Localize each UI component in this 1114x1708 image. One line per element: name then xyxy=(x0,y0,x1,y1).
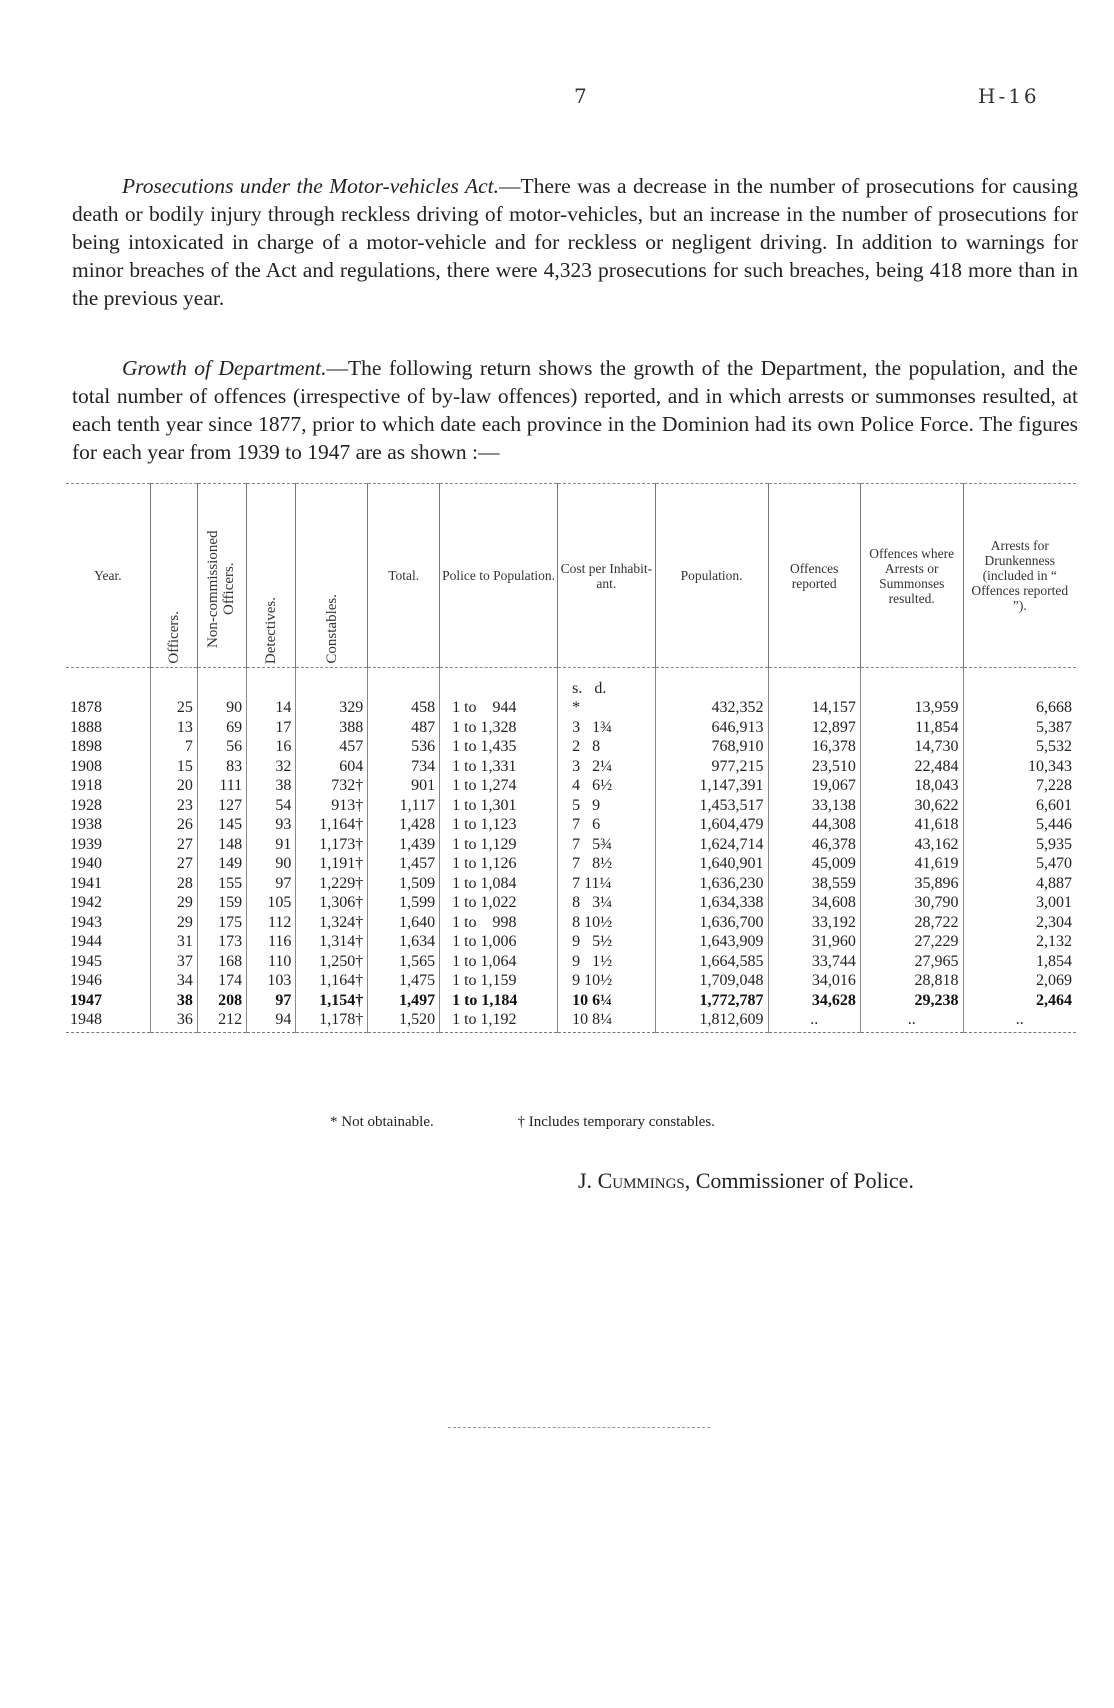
cell-offences: 23,510 xyxy=(768,757,860,777)
cell-nco: 83 xyxy=(197,757,246,777)
cell-constables: 1,178† xyxy=(296,1010,368,1032)
cell-cost: 7 8½ xyxy=(558,854,656,874)
cost-units-label: s. d. xyxy=(558,668,656,699)
cell-offences: 33,192 xyxy=(768,913,860,933)
table-row xyxy=(66,796,1076,816)
cell-detectives: 90 xyxy=(247,854,296,874)
signature-title: , Commissioner of Police. xyxy=(684,1168,914,1193)
paragraph-heading: Prosecutions under the Motor-vehicles Act. xyxy=(122,173,500,198)
cell-total: 734 xyxy=(368,757,440,777)
cell-drunkenness: 5,935 xyxy=(963,835,1076,855)
growth-table-container xyxy=(66,483,1076,1033)
cell-detectives: 116 xyxy=(247,932,296,952)
table-row xyxy=(66,757,1076,777)
cell-ratio: 1 to 1,022 xyxy=(440,893,558,913)
cell-year: 1947 xyxy=(70,991,102,1009)
cell-total: 1,457 xyxy=(368,854,440,874)
cell-cost: 9 5½ xyxy=(558,932,656,952)
cell-constables: 1,191† xyxy=(296,854,368,874)
cell-offences: 14,157 xyxy=(768,698,860,718)
cell-year: 1948 xyxy=(66,1010,150,1032)
cell-year: 1945 xyxy=(70,952,102,970)
table-row xyxy=(66,952,1076,972)
cell-year: 1928 xyxy=(70,796,102,814)
cell-arrests: 43,162 xyxy=(860,835,963,855)
cell-offences: 34,016 xyxy=(768,971,860,991)
cell-nco: 168 xyxy=(197,952,246,972)
cell-population: 432,352 xyxy=(655,698,768,718)
cell-total: 1,509 xyxy=(368,874,440,894)
cell-cost: 5 9 xyxy=(558,796,656,816)
cell-offences: 31,960 xyxy=(768,932,860,952)
cell-nco: 148 xyxy=(197,835,246,855)
cell-population: 1,640,901 xyxy=(655,854,768,874)
cell-total: 1,117 xyxy=(368,796,440,816)
cell-arrests: 11,854 xyxy=(860,718,963,738)
table-row xyxy=(66,698,1076,718)
cell-ratio: 1 to 1,301 xyxy=(440,796,558,816)
cell-arrests: 35,896 xyxy=(860,874,963,894)
cell-total: 1,520 xyxy=(368,1010,440,1032)
cell-detectives: 110 xyxy=(247,952,296,972)
header-constables: Constables. xyxy=(296,484,368,668)
cell-offences: 16,378 xyxy=(768,737,860,757)
cell-detectives: 38 xyxy=(247,776,296,796)
cell-population: 1,147,391 xyxy=(655,776,768,796)
cell-offences: 33,138 xyxy=(768,796,860,816)
cell-drunkenness: 10,343 xyxy=(963,757,1076,777)
cell-ratio: 1 to 1,328 xyxy=(440,718,558,738)
cell-nco: 155 xyxy=(197,874,246,894)
cell-nco: 173 xyxy=(197,932,246,952)
cell-constables: 388 xyxy=(296,718,368,738)
cell-nco: 159 xyxy=(197,893,246,913)
cell-officers: 26 xyxy=(150,815,197,835)
paragraph-growth-of-department xyxy=(72,354,1078,466)
cell-constables: 1,324† xyxy=(296,913,368,933)
cell-arrests: 41,618 xyxy=(860,815,963,835)
cell-ratio: 1 to 1,123 xyxy=(440,815,558,835)
cell-year: 1940 xyxy=(70,855,102,872)
cell-constables: 604 xyxy=(296,757,368,777)
cell-constables: 457 xyxy=(296,737,368,757)
cell-offences: 34,608 xyxy=(768,893,860,913)
table-row xyxy=(66,893,1076,913)
cell-arrests: 30,790 xyxy=(860,893,963,913)
cell-cost: 9 10½ xyxy=(558,971,656,991)
cell-cost: 9 1½ xyxy=(558,952,656,972)
cell-drunkenness: 2,132 xyxy=(963,932,1076,952)
cell-drunkenness: 2,069 xyxy=(963,971,1076,991)
cell-constables: 1,306† xyxy=(296,893,368,913)
cell-constables: 1,173† xyxy=(296,835,368,855)
cell-officers: 27 xyxy=(150,835,197,855)
cell-year: 1943 xyxy=(70,913,102,931)
cell-population: 977,215 xyxy=(655,757,768,777)
header-population: Population. xyxy=(655,484,768,668)
header-officers: Officers. xyxy=(150,484,197,668)
cell-population: 1,772,787 xyxy=(655,991,768,1011)
cell-constables: 1,229† xyxy=(296,874,368,894)
cell-arrests: 30,622 xyxy=(860,796,963,816)
cell-constables: 913† xyxy=(296,796,368,816)
cell-population: 1,634,338 xyxy=(655,893,768,913)
cell-detectives: 14 xyxy=(247,698,296,718)
cell-cost: 8 10½ xyxy=(558,913,656,933)
table-row xyxy=(66,1010,1076,1032)
cell-nco: 145 xyxy=(197,815,246,835)
header-detectives: Detectives. xyxy=(247,484,296,668)
cell-population: 1,636,230 xyxy=(655,874,768,894)
cell-detectives: 16 xyxy=(247,737,296,757)
table-header-row xyxy=(66,484,1076,668)
header-drunkenness: Arrests for Drunkenness (included in “ Offences reported ”). xyxy=(963,484,1076,668)
cell-officers: 36 xyxy=(150,1010,197,1032)
cell-year: 1946 xyxy=(70,972,102,989)
cell-arrests: 41,619 xyxy=(860,854,963,874)
cell-population: 1,636,700 xyxy=(655,913,768,933)
cell-drunkenness: 2,304 xyxy=(963,913,1076,933)
cell-detectives: 32 xyxy=(247,757,296,777)
cell-officers: 37 xyxy=(150,952,197,972)
cell-year: 1898 xyxy=(70,738,102,755)
header-offences-arrests: Offences where Arrests or Summonses resulted. xyxy=(860,484,963,668)
cell-drunkenness: 4,887 xyxy=(963,874,1076,894)
cell-ratio: 1 to 1,159 xyxy=(440,971,558,991)
cell-ratio: 1 to 1,192 xyxy=(440,1010,558,1032)
cell-ratio: 1 to 998 xyxy=(440,913,558,933)
cell-officers: 15 xyxy=(150,757,197,777)
signature-initial: J. xyxy=(578,1168,598,1193)
cell-offences: .. xyxy=(768,1010,860,1032)
cell-population: 646,913 xyxy=(655,718,768,738)
table-row xyxy=(66,991,1076,1011)
cell-officers: 28 xyxy=(150,874,197,894)
cell-drunkenness: 5,532 xyxy=(963,737,1076,757)
cell-constables: 329 xyxy=(296,698,368,718)
growth-of-department-table xyxy=(66,483,1076,1033)
cell-cost: 3 1¾ xyxy=(558,718,656,738)
cell-arrests: 29,238 xyxy=(860,991,963,1011)
cell-constables: 1,164† xyxy=(296,971,368,991)
cell-ratio: 1 to 1,084 xyxy=(440,874,558,894)
cell-arrests: 14,730 xyxy=(860,737,963,757)
header-police-to-population: Police to Population. xyxy=(440,484,558,668)
cell-total: 901 xyxy=(368,776,440,796)
table-row xyxy=(66,913,1076,933)
cell-cost: 7 6 xyxy=(558,815,656,835)
cell-detectives: 93 xyxy=(247,815,296,835)
cell-officers: 7 xyxy=(150,737,197,757)
cell-total: 1,475 xyxy=(368,971,440,991)
signature xyxy=(578,1168,914,1194)
cell-year: 1938 xyxy=(70,816,102,833)
header-nco: Non-commissioned Officers. xyxy=(197,484,246,668)
cell-arrests: 28,818 xyxy=(860,971,963,991)
table-row xyxy=(66,815,1076,835)
cell-offences: 19,067 xyxy=(768,776,860,796)
cell-constables: 1,314† xyxy=(296,932,368,952)
cell-total: 458 xyxy=(368,698,440,718)
cell-drunkenness: 7,228 xyxy=(963,776,1076,796)
cell-constables: 1,154† xyxy=(296,991,368,1011)
cell-year: 1878 xyxy=(70,699,102,716)
cell-year: 1908 xyxy=(70,757,102,775)
cell-population: 1,812,609 xyxy=(655,1010,768,1032)
cell-constables: 732† xyxy=(296,776,368,796)
cell-nco: 208 xyxy=(197,991,246,1011)
cell-total: 1,439 xyxy=(368,835,440,855)
table-footnotes xyxy=(330,1114,795,1131)
table-row xyxy=(66,874,1076,894)
cell-officers: 27 xyxy=(150,854,197,874)
cell-ratio: 1 to 1,435 xyxy=(440,737,558,757)
cell-nco: 56 xyxy=(197,737,246,757)
table-row xyxy=(66,932,1076,952)
cell-cost: 4 6½ xyxy=(558,776,656,796)
cell-constables: 1,250† xyxy=(296,952,368,972)
cell-officers: 23 xyxy=(150,796,197,816)
units-row xyxy=(66,668,1076,699)
cell-cost: 7 5¾ xyxy=(558,835,656,855)
cell-offences: 34,628 xyxy=(768,991,860,1011)
cell-officers: 29 xyxy=(150,893,197,913)
cell-population: 1,709,048 xyxy=(655,971,768,991)
cell-arrests: 27,229 xyxy=(860,932,963,952)
page-number: 7 xyxy=(574,84,587,108)
cell-constables: 1,164† xyxy=(296,815,368,835)
cell-detectives: 103 xyxy=(247,971,296,991)
cell-population: 1,453,517 xyxy=(655,796,768,816)
cell-arrests: 28,722 xyxy=(860,913,963,933)
cell-drunkenness: 2,464 xyxy=(963,991,1076,1011)
cell-nco: 175 xyxy=(197,913,246,933)
cell-cost: 7 11¼ xyxy=(558,874,656,894)
cell-year: 1939 xyxy=(70,835,102,853)
paragraph-motor-vehicles xyxy=(72,172,1078,312)
bottom-divider xyxy=(448,1427,710,1428)
cell-ratio: 1 to 1,129 xyxy=(440,835,558,855)
cell-nco: 90 xyxy=(197,698,246,718)
table-row xyxy=(66,835,1076,855)
cell-detectives: 17 xyxy=(247,718,296,738)
footnote-not-obtainable: * Not obtainable. xyxy=(330,1114,434,1130)
footnote-temporary-constables: † Includes temporary constables. xyxy=(517,1114,715,1130)
cell-officers: 13 xyxy=(150,718,197,738)
cell-officers: 34 xyxy=(150,971,197,991)
header-year: Year. xyxy=(94,568,122,583)
cell-detectives: 54 xyxy=(247,796,296,816)
cell-arrests: 22,484 xyxy=(860,757,963,777)
cell-detectives: 112 xyxy=(247,913,296,933)
cell-arrests: .. xyxy=(860,1010,963,1032)
paragraph-body: —There was a decrease in the number of prosecutions for causing death or bodily injury through reckless driving of motor-vehicles, but an increase in the number of prosecutions for being intoxicated in charge of a motor-vehicle and for reckless or negligent driving. In addition to warnings for minor breaches of the Act and regulations, there were 4,323 prosecutions for such breaches, being 418 more than in the previous year. xyxy=(72,173,1079,310)
cell-officers: 31 xyxy=(150,932,197,952)
cell-offences: 38,559 xyxy=(768,874,860,894)
cell-drunkenness: 5,470 xyxy=(963,854,1076,874)
cell-ratio: 1 to 1,126 xyxy=(440,854,558,874)
cell-ratio: 1 to 1,274 xyxy=(440,776,558,796)
cell-drunkenness: .. xyxy=(963,1010,1076,1032)
signature-name: Cummings xyxy=(597,1168,685,1193)
cell-cost: 10 6¼ xyxy=(558,991,656,1011)
cell-officers: 29 xyxy=(150,913,197,933)
cell-cost: 3 2¼ xyxy=(558,757,656,777)
cell-nco: 69 xyxy=(197,718,246,738)
cell-cost: 8 3¼ xyxy=(558,893,656,913)
cell-drunkenness: 1,854 xyxy=(963,952,1076,972)
cell-total: 1,428 xyxy=(368,815,440,835)
cell-population: 1,624,714 xyxy=(655,835,768,855)
cell-nco: 212 xyxy=(197,1010,246,1032)
cell-offences: 12,897 xyxy=(768,718,860,738)
cell-nco: 149 xyxy=(197,854,246,874)
cell-total: 1,497 xyxy=(368,991,440,1011)
cell-cost: 10 8¼ xyxy=(558,1010,656,1032)
cell-officers: 20 xyxy=(150,776,197,796)
cell-year: 1918 xyxy=(70,777,102,794)
cell-total: 1,565 xyxy=(368,952,440,972)
table-row xyxy=(66,718,1076,738)
cell-nco: 111 xyxy=(197,776,246,796)
cell-cost: * xyxy=(558,698,656,718)
cell-offences: 44,308 xyxy=(768,815,860,835)
cell-year: 1944 xyxy=(70,933,102,950)
header-total: Total. xyxy=(368,484,440,668)
cell-year: 1941 xyxy=(70,874,102,892)
cell-population: 1,664,585 xyxy=(655,952,768,972)
cell-ratio: 1 to 1,184 xyxy=(440,991,558,1011)
cell-nco: 174 xyxy=(197,971,246,991)
cell-arrests: 13,959 xyxy=(860,698,963,718)
header-cost-per-inhabitant: Cost per Inhabit-ant. xyxy=(558,484,656,668)
table-row xyxy=(66,776,1076,796)
cell-detectives: 97 xyxy=(247,874,296,894)
cell-officers: 25 xyxy=(150,698,197,718)
cell-drunkenness: 3,001 xyxy=(963,893,1076,913)
cell-officers: 38 xyxy=(150,991,197,1011)
cell-drunkenness: 6,668 xyxy=(963,698,1076,718)
cell-total: 1,640 xyxy=(368,913,440,933)
cell-detectives: 97 xyxy=(247,991,296,1011)
paragraph-heading: Growth of Department. xyxy=(122,355,327,380)
cell-drunkenness: 5,387 xyxy=(963,718,1076,738)
document-reference: H-16 xyxy=(978,84,1040,108)
cell-offences: 33,744 xyxy=(768,952,860,972)
cell-drunkenness: 5,446 xyxy=(963,815,1076,835)
cell-ratio: 1 to 1,064 xyxy=(440,952,558,972)
table-row xyxy=(66,854,1076,874)
cell-arrests: 27,965 xyxy=(860,952,963,972)
cell-total: 487 xyxy=(368,718,440,738)
cell-population: 1,643,909 xyxy=(655,932,768,952)
cell-ratio: 1 to 944 xyxy=(440,698,558,718)
cell-offences: 46,378 xyxy=(768,835,860,855)
cell-detectives: 94 xyxy=(247,1010,296,1032)
cell-total: 1,634 xyxy=(368,932,440,952)
paragraph-body: —The following return shows the growth of the Department, the population, and the total number of offences (irrespective of by-law offences) reported, and in which arrests or summonses resulted, at each tenth year since 1877, prior to which date each province in the Dominion had its own Police Force. The figures for each year from 1939 to 1947 are as shown :— xyxy=(72,355,1078,464)
table-row xyxy=(66,737,1076,757)
cell-detectives: 91 xyxy=(247,835,296,855)
cell-arrests: 18,043 xyxy=(860,776,963,796)
table-row xyxy=(66,971,1076,991)
cell-total: 536 xyxy=(368,737,440,757)
cell-ratio: 1 to 1,331 xyxy=(440,757,558,777)
cell-drunkenness: 6,601 xyxy=(963,796,1076,816)
cell-offences: 45,009 xyxy=(768,854,860,874)
cell-year: 1942 xyxy=(70,894,102,911)
cell-detectives: 105 xyxy=(247,893,296,913)
cell-nco: 127 xyxy=(197,796,246,816)
cell-population: 768,910 xyxy=(655,737,768,757)
cell-total: 1,599 xyxy=(368,893,440,913)
cell-ratio: 1 to 1,006 xyxy=(440,932,558,952)
cell-cost: 2 8 xyxy=(558,737,656,757)
cell-population: 1,604,479 xyxy=(655,815,768,835)
cell-year: 1888 xyxy=(70,718,102,736)
header-offences-reported: Offences reported xyxy=(768,484,860,668)
